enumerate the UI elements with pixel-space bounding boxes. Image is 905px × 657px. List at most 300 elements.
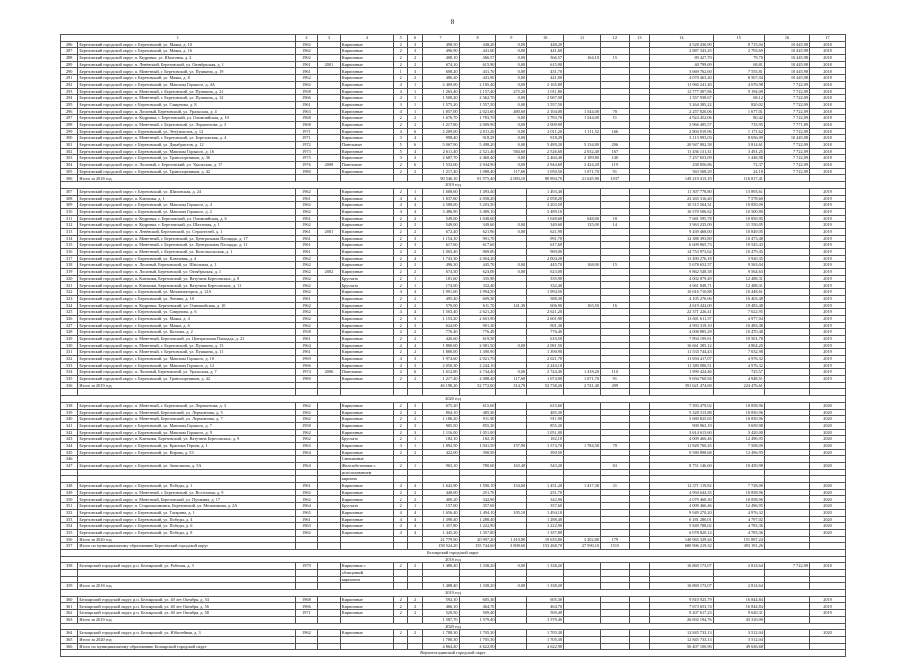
table-cell (764, 222, 809, 229)
table-cell: Кирпичные (340, 516, 393, 523)
column-number-header: 9 (496, 35, 527, 42)
table-cell: 1979 (295, 563, 318, 570)
table-cell: 91 (600, 376, 629, 383)
table-cell: 1 974,60 (422, 356, 459, 363)
table-row (61, 162, 846, 169)
table-cell (600, 603, 629, 610)
table-cell: 441,60 (459, 48, 496, 55)
table-cell: 1 048,60 (527, 215, 564, 222)
table-cell: 2 (394, 322, 408, 329)
table-cell: 1962 (295, 436, 318, 443)
table-cell (600, 101, 629, 108)
table-cell (422, 570, 459, 577)
table-cell: 1974 (295, 369, 318, 376)
table-row (61, 616, 846, 623)
table-cell: 12 845 733,13 (650, 630, 714, 637)
table-cell: Березовский городской округ, г. Березовский, ул. Максима Горького, д. 9 (78, 429, 295, 436)
table-cell: Белоярский городской округ, р.п. Белоярский, ул. 40 лет Октября, д. 58 (78, 610, 295, 617)
table-cell: Панельные (340, 369, 393, 376)
table-cell (318, 95, 341, 102)
table-cell: 7 681 595,78 (650, 215, 714, 222)
table-cell (810, 536, 846, 543)
table-cell: 2 (394, 162, 408, 169)
table-cell: 4 (394, 342, 408, 349)
table-cell (295, 536, 318, 543)
table-cell (764, 228, 809, 235)
table-cell (629, 175, 649, 182)
table-cell: Березовский городской округ, п. Монетный, г. Березовский, ул. Пушкина, д. 21 (78, 88, 295, 95)
table-cell: 2018 (810, 563, 846, 570)
table-cell: 158 524,20 (422, 543, 459, 550)
table-cell: 0,00 (496, 61, 527, 68)
table-cell: 2 804 919,96 (650, 128, 714, 135)
table-cell (764, 456, 809, 463)
table-cell: 2018 (810, 68, 846, 75)
table-cell (600, 356, 629, 363)
table-cell (564, 436, 601, 443)
table-cell (600, 583, 629, 590)
table-cell: 353 (61, 516, 78, 523)
table-cell: Березовский городской округ, п. Лосиный, Березовский, ул. Школьная, д. 1 (78, 262, 295, 269)
table-cell: 2018 (810, 95, 846, 102)
table-cell: 4 (394, 289, 408, 296)
table-cell: 366 (61, 643, 78, 650)
table-cell: 335 (61, 376, 78, 383)
table-cell: 20 947 802,38 (650, 142, 714, 149)
table-cell: 1962 (295, 222, 318, 229)
table-cell: 1 656,40 (422, 509, 459, 516)
table-cell: 10 479,45 (713, 249, 764, 256)
table-cell: Кирпичные (340, 610, 393, 617)
table-cell: 314,70 (496, 382, 527, 389)
table-cell: 2018 (810, 121, 846, 128)
table-cell: 11 436 131,41 (650, 148, 714, 155)
table-cell (318, 202, 341, 209)
table-cell: 605,30 (527, 596, 564, 603)
table-cell (764, 382, 809, 389)
table-cell (496, 476, 527, 483)
table-cell: 3 963 235,09 (650, 222, 714, 229)
table-cell: 617,60 (459, 242, 496, 249)
table-cell: 2020 (810, 442, 846, 449)
table-cell (496, 235, 527, 242)
table-cell: 320 (61, 275, 78, 282)
table-cell: 350 (61, 496, 78, 503)
table-cell (764, 516, 809, 523)
table-cell: 2 (394, 416, 408, 423)
table-cell (459, 570, 496, 577)
table-cell: 2019 (810, 269, 846, 276)
table-cell: 4 993 319,10 (650, 322, 714, 329)
table-cell (496, 576, 527, 583)
table-cell: 2018 (810, 142, 846, 149)
table-cell (629, 315, 649, 322)
table-cell: 1 171,62 (713, 128, 764, 135)
table-cell: 321 (61, 282, 78, 289)
table-cell: 10 445,98 (764, 48, 809, 55)
table-cell (713, 456, 764, 463)
table-cell (764, 570, 809, 577)
table-cell: Березовский городской округ, г. Березовский, ул. Смирнова, д. 8 (78, 101, 295, 108)
table-cell: 1 417,30 (564, 483, 601, 490)
table-cell: 361 (61, 603, 78, 610)
table-cell: 2020 (810, 523, 846, 530)
table-cell: 2 687,70 (422, 155, 459, 162)
table-cell: 1 575,20 (422, 101, 459, 108)
table-cell: 7 722,09 (764, 95, 809, 102)
table-cell (318, 75, 341, 82)
table-cell (650, 389, 714, 396)
table-cell (527, 570, 564, 577)
table-cell: 2019 (810, 335, 846, 342)
table-cell (810, 543, 846, 550)
table-cell: 1961 (295, 215, 318, 222)
table-cell: 21 779,90 (422, 536, 459, 543)
table-cell: 2 (394, 630, 408, 637)
table-cell (408, 570, 422, 577)
table-cell: 342,90 (527, 496, 564, 503)
table-row (61, 349, 846, 356)
table-cell: 2 (394, 449, 408, 456)
table-cell (318, 610, 341, 617)
table-cell: 2018 (810, 81, 846, 88)
table-cell (318, 376, 341, 383)
table-cell: 7 722,09 (764, 108, 809, 115)
table-cell (629, 155, 649, 162)
table-cell: 14 753 973,62 (650, 249, 714, 256)
table-cell (629, 222, 649, 229)
table-cell (600, 208, 629, 215)
column-number-header: 7 (422, 35, 459, 42)
table-cell (600, 242, 629, 249)
table-cell (629, 108, 649, 115)
table-row (61, 342, 846, 349)
table-cell: 1 338,20 (527, 563, 564, 570)
table-cell (496, 202, 527, 209)
table-cell: Березовский городской округ, г. Березовский, ул. Максима Горького, д. 4А (78, 81, 295, 88)
table-cell (650, 476, 714, 483)
table-cell: 592,10 (422, 596, 459, 603)
table-cell: 2 (408, 55, 422, 62)
table-cell: 1 994,50 (527, 289, 564, 296)
table-cell: 12 496,95 (713, 503, 764, 510)
table-cell: 680 906 219,32 (650, 543, 714, 550)
table-cell (629, 269, 649, 276)
table-cell (600, 643, 629, 650)
table-cell: 296 (600, 142, 629, 149)
table-cell (629, 228, 649, 235)
table-cell: 5 067,90 (422, 142, 459, 149)
table-cell: Итого по муниципальному образованию Березовский городской округ (78, 543, 295, 550)
table-cell: 804,10 (422, 409, 459, 416)
section-header-row (61, 556, 846, 563)
table-cell (764, 429, 809, 436)
table-cell: 2 (408, 496, 422, 503)
table-cell (564, 208, 601, 215)
table-cell (764, 235, 809, 242)
table-cell: Кирпичные (340, 442, 393, 449)
table-cell: 441,60 (527, 48, 564, 55)
table-cell: 290 (61, 68, 78, 75)
table-cell (564, 476, 601, 483)
table-cell: Березовский городской округ, п. Монетный, г. Березовский, ул. Пушкина, д. 12 (78, 95, 295, 102)
table-cell: 2002 (318, 269, 341, 276)
table-cell (764, 195, 809, 202)
table-cell: 606,90 (527, 302, 564, 309)
table-cell (600, 570, 629, 577)
table-cell: 2019 (810, 202, 846, 209)
table-cell: 2 (394, 463, 408, 470)
housing-program-table (60, 34, 846, 657)
table-cell (764, 329, 809, 336)
table-cell: 304 (61, 162, 78, 169)
table-cell (564, 81, 601, 88)
table-row (61, 329, 846, 336)
table-cell: 2 (394, 48, 408, 55)
table-cell: Кирпичные (340, 195, 393, 202)
table-cell (629, 516, 649, 523)
table-cell (564, 329, 601, 336)
table-cell: 1 677,01 (713, 108, 764, 115)
table-cell: 1963 (295, 108, 318, 115)
table-cell: 2019 (810, 315, 846, 322)
table-cell: 448,20 (527, 41, 564, 48)
table-row (61, 583, 846, 590)
table-cell: 1 357,80 (459, 529, 496, 536)
table-cell: 344 (61, 442, 78, 449)
table-cell: 2018 (810, 148, 846, 155)
table-cell (496, 255, 527, 262)
table-cell: Березовский городской округ, г. Березовский, ул. Максима Горького, д. 10 (78, 356, 295, 363)
table-cell: 356 (61, 536, 78, 543)
table-cell (629, 142, 649, 149)
table-cell (764, 543, 809, 550)
table-cell: 485,30 (527, 409, 564, 416)
table-cell (340, 536, 393, 543)
table-cell: 2020 (810, 449, 846, 456)
table-cell (496, 496, 527, 503)
table-cell (629, 442, 649, 449)
table-cell: 70 (600, 442, 629, 449)
table-cell (650, 576, 714, 583)
table-cell: Березовский городской округ, п. Ключики, Березовский, ул. Ватутина Бересовских, д. 9 (78, 436, 295, 443)
table-row (61, 536, 846, 543)
table-cell: 1 (408, 275, 422, 282)
table-cell: 776,40 (422, 329, 459, 336)
table-cell (629, 101, 649, 108)
table-cell: 2018 (810, 88, 846, 95)
table-cell: Кирпичные (340, 255, 393, 262)
table-cell: 6 (408, 128, 422, 135)
table-cell: 2 (394, 282, 408, 289)
table-cell: 16 869 173,07 (650, 563, 714, 570)
table-cell: 357,60 (527, 503, 564, 510)
table-cell: Итого за 2019 год (78, 616, 295, 623)
table-cell: 991,70 (527, 235, 564, 242)
table-cell: 1971 (295, 128, 318, 135)
table-cell: 52 772,00 (459, 382, 496, 389)
table-cell: 3 512,04 (713, 636, 764, 643)
table-cell (394, 456, 408, 463)
table-cell: 2019 (810, 603, 846, 610)
table-cell: 1 288,40 (527, 516, 564, 523)
table-cell (764, 282, 809, 289)
table-cell (318, 115, 341, 122)
table-cell: 2 189,80 (564, 155, 601, 162)
table-cell (318, 68, 341, 75)
table-cell: 1 743,30 (422, 255, 459, 262)
column-number-header: 2 (295, 35, 318, 42)
table-cell (764, 275, 809, 282)
table-cell (600, 335, 629, 342)
table-cell (564, 576, 601, 583)
table-cell: 1 153,20 (422, 315, 459, 322)
table-cell: Березовский городской округ, г. Березовский, ул. Максима Горького, д. 12 (78, 362, 295, 369)
table-cell: Итого за 2018 год (78, 175, 295, 182)
table-cell: 15 (600, 55, 629, 62)
table-cell: 1 390,90 (527, 349, 564, 356)
table-row (61, 563, 846, 570)
table-cell: 1 (408, 101, 422, 108)
table-cell (318, 456, 341, 463)
table-cell: 2 (394, 121, 408, 128)
column-number-header: 1 (61, 35, 296, 42)
table-cell: 1 (408, 463, 422, 470)
table-cell: облицовкой (340, 570, 393, 577)
table-cell (629, 576, 649, 583)
table-cell: 349 (61, 489, 78, 496)
table-cell (318, 402, 341, 409)
table-cell: 615,90 (527, 61, 564, 68)
table-cell (78, 469, 295, 476)
table-cell: 293 (61, 88, 78, 95)
table-cell: 998,40 (422, 135, 459, 142)
table-cell: 359 (61, 583, 78, 590)
table-cell: 1961 (295, 249, 318, 256)
table-cell: 1962 (295, 416, 318, 423)
table-cell (564, 322, 601, 329)
table-cell (629, 616, 649, 623)
table-cell: 2 (408, 215, 422, 222)
table-cell (295, 643, 318, 650)
table-cell: 776,40 (459, 329, 496, 336)
table-cell: 334 (61, 369, 78, 376)
table-cell (629, 429, 649, 436)
table-cell: 2 944,60 (527, 162, 564, 169)
table-cell: 10 470,48 (713, 329, 764, 336)
table-row (61, 242, 846, 249)
table-cell: 2019 (810, 329, 846, 336)
table-cell (394, 583, 408, 590)
table-cell (713, 476, 764, 483)
table-cell: Березовский городской округ, г. Березовский, ул. Декабристов, д. 12 (78, 142, 295, 149)
table-cell: 1 587,70 (422, 616, 459, 623)
table-cell: 311 (61, 215, 78, 222)
table-row (61, 469, 846, 476)
table-cell: Панельные (340, 142, 393, 149)
table-row (61, 121, 846, 128)
table-cell: 2 (394, 335, 408, 342)
table-cell: 1 357,80 (527, 529, 564, 536)
table-cell (408, 576, 422, 583)
table-cell: Березовский городской округ, г. Березовский, ул. Маяка, д. 6 (78, 322, 295, 329)
table-cell: 1 (394, 68, 408, 75)
table-cell: 2 (394, 55, 408, 62)
table-cell: 621,90 (527, 228, 564, 235)
table-cell: 2 (394, 41, 408, 48)
table-cell (408, 643, 422, 650)
table-cell: 5 (394, 142, 408, 149)
table-cell: 315 (61, 242, 78, 249)
table-cell: 1961 (295, 101, 318, 108)
table-cell (764, 309, 809, 316)
table-cell: 9 949 270,20 (650, 509, 714, 516)
table-cell: Березовский городской округ, п. Монетный, г. Березовский, ул. Лермонтова, д. 3 (78, 121, 295, 128)
table-cell: 345 (61, 449, 78, 456)
table-cell (600, 523, 629, 530)
table-cell (318, 523, 341, 530)
table-cell: 1966 (295, 95, 318, 102)
table-cell: 2018 (810, 155, 846, 162)
table-cell: 609,30 (459, 295, 496, 302)
table-cell (78, 570, 295, 577)
table-row (61, 55, 846, 62)
table-cell: 588,30 (527, 295, 564, 302)
table-cell: 7 722,09 (764, 148, 809, 155)
table-cell: 2020 (810, 422, 846, 429)
table-cell (496, 349, 527, 356)
table-cell: 1 357,80 (422, 523, 459, 530)
table-cell (764, 489, 809, 496)
table-cell: 1 (408, 282, 422, 289)
table-cell: 1969 (295, 356, 318, 363)
table-cell: 1 418,20 (564, 369, 601, 376)
table-cell: 40 799,69 (650, 61, 714, 68)
table-cell (810, 643, 846, 650)
table-cell: 4 009 466,46 (650, 436, 714, 443)
table-cell (629, 168, 649, 175)
table-cell: 901,30 (459, 322, 496, 329)
table-cell: 2 460,40 (527, 155, 564, 162)
table-cell: 0,00 (496, 75, 527, 82)
table-cell: 325 (61, 309, 78, 316)
table-cell (318, 262, 341, 269)
table-cell: 2019 (810, 295, 846, 302)
table-cell (764, 188, 809, 195)
table-cell: 2 (394, 115, 408, 122)
table-cell (764, 289, 809, 296)
table-cell (408, 616, 422, 623)
table-cell: 1 590,10 (459, 483, 496, 490)
table-cell (629, 195, 649, 202)
table-cell: 1 (408, 188, 422, 195)
table-cell (318, 155, 341, 162)
table-cell: 2 088,40 (459, 376, 496, 383)
table-cell: 7 722,09 (764, 162, 809, 169)
table-cell: 1 612,80 (422, 369, 459, 376)
table-row (61, 543, 846, 550)
table-cell: 7 894 199,61 (650, 335, 714, 342)
table-cell: Березовский городской округ, п. Ключики, Березовский, ул. Ватутина Бересовских, д. 8 (78, 275, 295, 282)
table-cell: 7 722,09 (764, 101, 809, 108)
table-cell (764, 356, 809, 363)
table-cell: 2020 (810, 436, 846, 443)
table-cell (764, 610, 809, 617)
table-cell: 335,90 (459, 275, 496, 282)
table-cell: 317 (61, 255, 78, 262)
table-cell (629, 463, 649, 470)
table-cell (629, 88, 649, 95)
